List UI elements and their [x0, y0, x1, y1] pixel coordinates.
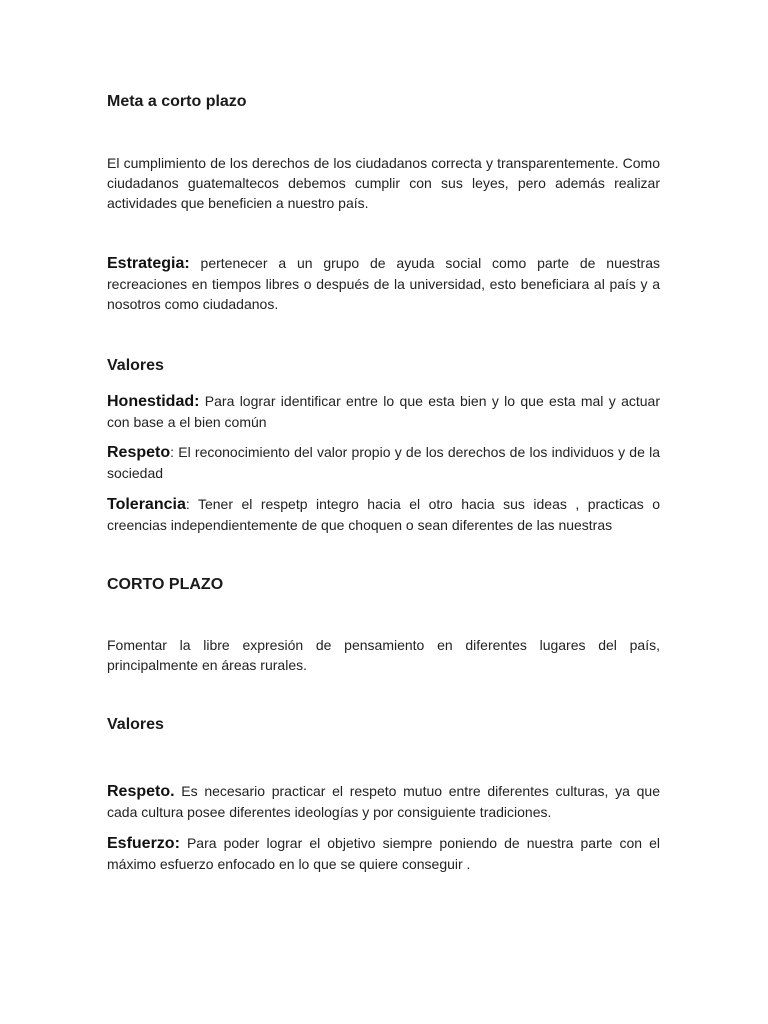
estrategia-text: pertenecer a un grupo de ayuda social como parte de nuestras recreaciones en tiempos libres o después de la universidad, esto beneficiara al país y a nosotros como ciudadanos. — [107, 255, 660, 312]
tolerancia-label: Tolerancia — [107, 496, 186, 513]
valores-heading-2: Valores — [107, 716, 164, 733]
esfuerzo-text: Para poder lograr el objetivo siempre poniendo de nuestra parte con el máximo esfuerzo enfocado en lo que se quiere conseguir . — [107, 835, 660, 872]
tolerancia-paragraph — [107, 494, 660, 535]
esfuerzo-paragraph — [107, 833, 660, 874]
respeto-label-1: Respeto — [107, 444, 171, 461]
respeto-paragraph-2 — [107, 781, 660, 822]
esfuerzo-label: Esfuerzo: — [107, 835, 180, 852]
honestidad-label: Honestidad: — [107, 393, 200, 410]
tolerancia-text: : Tener el respetp integro hacia el otro hacia sus ideas , practicas o creencias independientemente de que choquen o sean diferentes de las nuestras — [107, 496, 660, 533]
estrategia-label: Estrategia: — [107, 255, 190, 272]
estrategia-paragraph — [107, 253, 660, 314]
corto-plazo-heading: CORTO PLAZO — [107, 576, 224, 593]
meta-paragraph: El cumplimiento de los derechos de los ciudadanos correcta y transparentemente. Como ciudadanos guatemaltecos debemos cumplir con sus leyes, pero además realizar actividades que beneficien a nuestro país. — [107, 155, 660, 211]
respeto-text-2: Es necesario practicar el respeto mutuo entre diferentes culturas, ya que cada cultura posee diferentes ideologías y por consiguiente tradiciones. — [107, 783, 660, 820]
honestidad-text: Para lograr identificar entre lo que esta bien y lo que esta mal y actuar con base a el bien común — [107, 393, 660, 430]
valores-heading-1: Valores — [107, 357, 164, 374]
respeto-label-2: Respeto. — [107, 783, 175, 800]
honestidad-paragraph — [107, 391, 660, 432]
respeto-text-1: : El reconocimiento del valor propio y de los derechos de los individuos y de la sociedad — [107, 444, 660, 481]
respeto-paragraph-1 — [107, 442, 660, 483]
meta-heading: Meta a corto plazo — [107, 93, 247, 110]
corto-plazo-paragraph: Fomentar la libre expresión de pensamiento en diferentes lugares del país, principalmente en áreas rurales. — [107, 637, 660, 673]
